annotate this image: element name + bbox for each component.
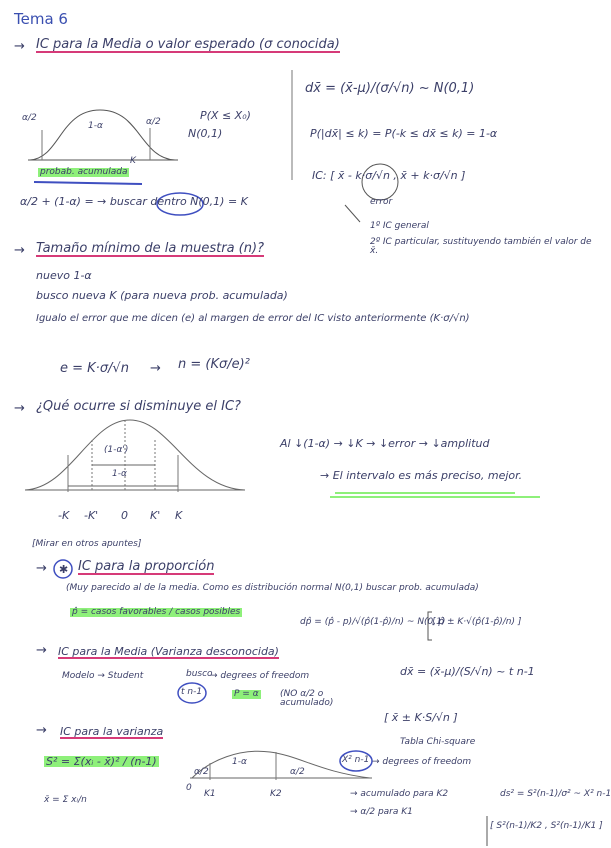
s4-sub: (Muy parecido al de la media. Como es distribución normal N(0,1) buscar prob. acumulada) [66,583,479,593]
dist-label: N(0,1) [188,127,223,140]
normal-curve-3 [25,420,245,490]
s5-p-alpha: P = α [234,689,259,699]
blue-underline-1 [34,182,142,184]
s3-text-1: Al ↓(1-α) → ↓K → ↓error → ↓amplitud [280,437,490,450]
s2-line-3: Igualo el error que me dicen (e) al margen de error del IC visto anteriormente (K·σ/√n) [36,313,470,324]
s5-ic: [ x̄ ± K·S/√n ] [384,711,458,724]
arrow-bullet-3: → [14,401,25,416]
curve-label-inner: 1-α [112,469,127,479]
axis-label-k-prime: K' [150,509,161,522]
chi-table-label: Tabla Chi-square [400,737,476,747]
chi-acum-k2: → acumulado para K2 [350,789,449,799]
arrow-bullet-6: → [36,723,47,738]
s2-line-1: nuevo 1-α [36,269,92,282]
dx-formula: dx̄ = (x̄-μ)/(σ/√n) ~ N(0,1) [305,81,475,96]
arrow-bullet-2: → [14,243,25,258]
p-formula: P(|dx̄| ≤ k) = P(-k ≤ dx̄ ≤ k) = 1-α [310,127,498,140]
s4-ic: [ p̂ ± K·√(p̂(1-p̂)/n) ] [432,617,522,627]
section-heading-1: IC para la Media o valor esperado (σ conocida) [36,37,340,52]
xbar-def: x̄ = Σ xᵢ/n [44,795,87,805]
note-1: 1º IC general [370,221,429,231]
chi-alpha-k1: → α/2 para K1 [350,807,413,817]
curve-label-outer: (1-α') [104,445,129,455]
star-icon: ✱ [59,563,69,576]
section-heading-6: IC para la varianza [60,725,164,738]
chi-alpha-right: α/2 [290,767,305,777]
s2-def: S² = Σ(xᵢ - x̄)² / (n-1) [46,755,157,768]
chi-one-minus-alpha: 1-α [232,757,247,767]
chi-axis-k2: K2 [270,789,282,799]
page-title: Tema 6 [14,10,68,28]
k-label: K [130,156,136,166]
s5-dof: → degrees of freedom [210,671,310,681]
ds2-formula: ds² = S²(n-1)/σ² ~ X² n-1 [500,789,611,799]
section-heading-2: Tamaño mínimo de la muestra (n)? [36,241,264,256]
chi-alpha-left: α/2 [194,767,209,777]
arrow-1 [345,205,360,222]
s2-arrow: → [150,361,161,376]
error-label: error [370,197,393,207]
s3-text-2: → El intervalo es más preciso, mejor. [320,469,523,482]
note-2: 2º IC particular, sustituyendo también el valor de x̄. [370,237,592,256]
axis-label-neg-k: -K [58,509,70,522]
axis-label-zero: 0 [121,509,128,522]
s5-busco: busco [186,669,213,679]
one-minus-alpha: 1-α [88,121,103,131]
alpha-half-left: α/2 [22,113,37,123]
calc-expr: α/2 + (1-α) = → buscar dentro N(0,1) = K [20,195,248,208]
s5-dx: dx̄ = (x̄-μ)/(S/√n) ~ t n-1 [400,665,535,678]
ic-formula: IC: [ x̄ - k·σ/√n , x̄ + k·σ/√n ] [312,169,466,182]
s5-no-alpha: (NO α/2 o acumulado) [280,689,334,708]
chi-dof: → degrees of freedom [372,757,472,767]
dp-formula: dp̂ = (p̂ - p)/√(p̂(1-p̂)/n) ~ N(0,1) [300,617,446,627]
s2-formula-1: e = K·σ/√n [60,361,129,376]
section-heading-5: IC para la Media (Varianza desconocida) [58,645,279,658]
s5-tn1: t n-1 [181,687,203,697]
section-heading-3: ¿Qué ocurre si disminuye el IC? [36,399,241,414]
s4-note: [Mirar en otros apuntes] [32,539,142,549]
arrow-bullet-1: → [14,39,25,54]
chi-label: X² n-1 [342,755,370,765]
axis-label-neg-k-prime: -K' [84,509,99,522]
chi-axis-k1: K1 [204,789,216,799]
axis-label-k: K [175,509,183,522]
s2-formula-2: n = (Kσ/e)² [178,357,250,372]
arrow-bullet-4: → [36,561,47,576]
prob-expr: P(X ≤ X₀) [200,109,251,122]
p-hat-def: p̂ = casos favorables / casos posibles [72,607,241,617]
s6-ic: [ S²(n-1)/K2 , S²(n-1)/K1 ] [490,821,603,831]
alpha-half-right: α/2 [146,117,161,127]
arrow-bullet-5: → [36,643,47,658]
s5-model: Modelo → Student [62,671,144,681]
s2-line-2: busco nueva K (para nueva prob. acumulada) [36,289,288,302]
chi-axis-0: 0 [186,783,192,793]
section-heading-4: IC para la proporción [78,559,215,574]
prob-acum-label: probab. acumulada [40,167,128,177]
